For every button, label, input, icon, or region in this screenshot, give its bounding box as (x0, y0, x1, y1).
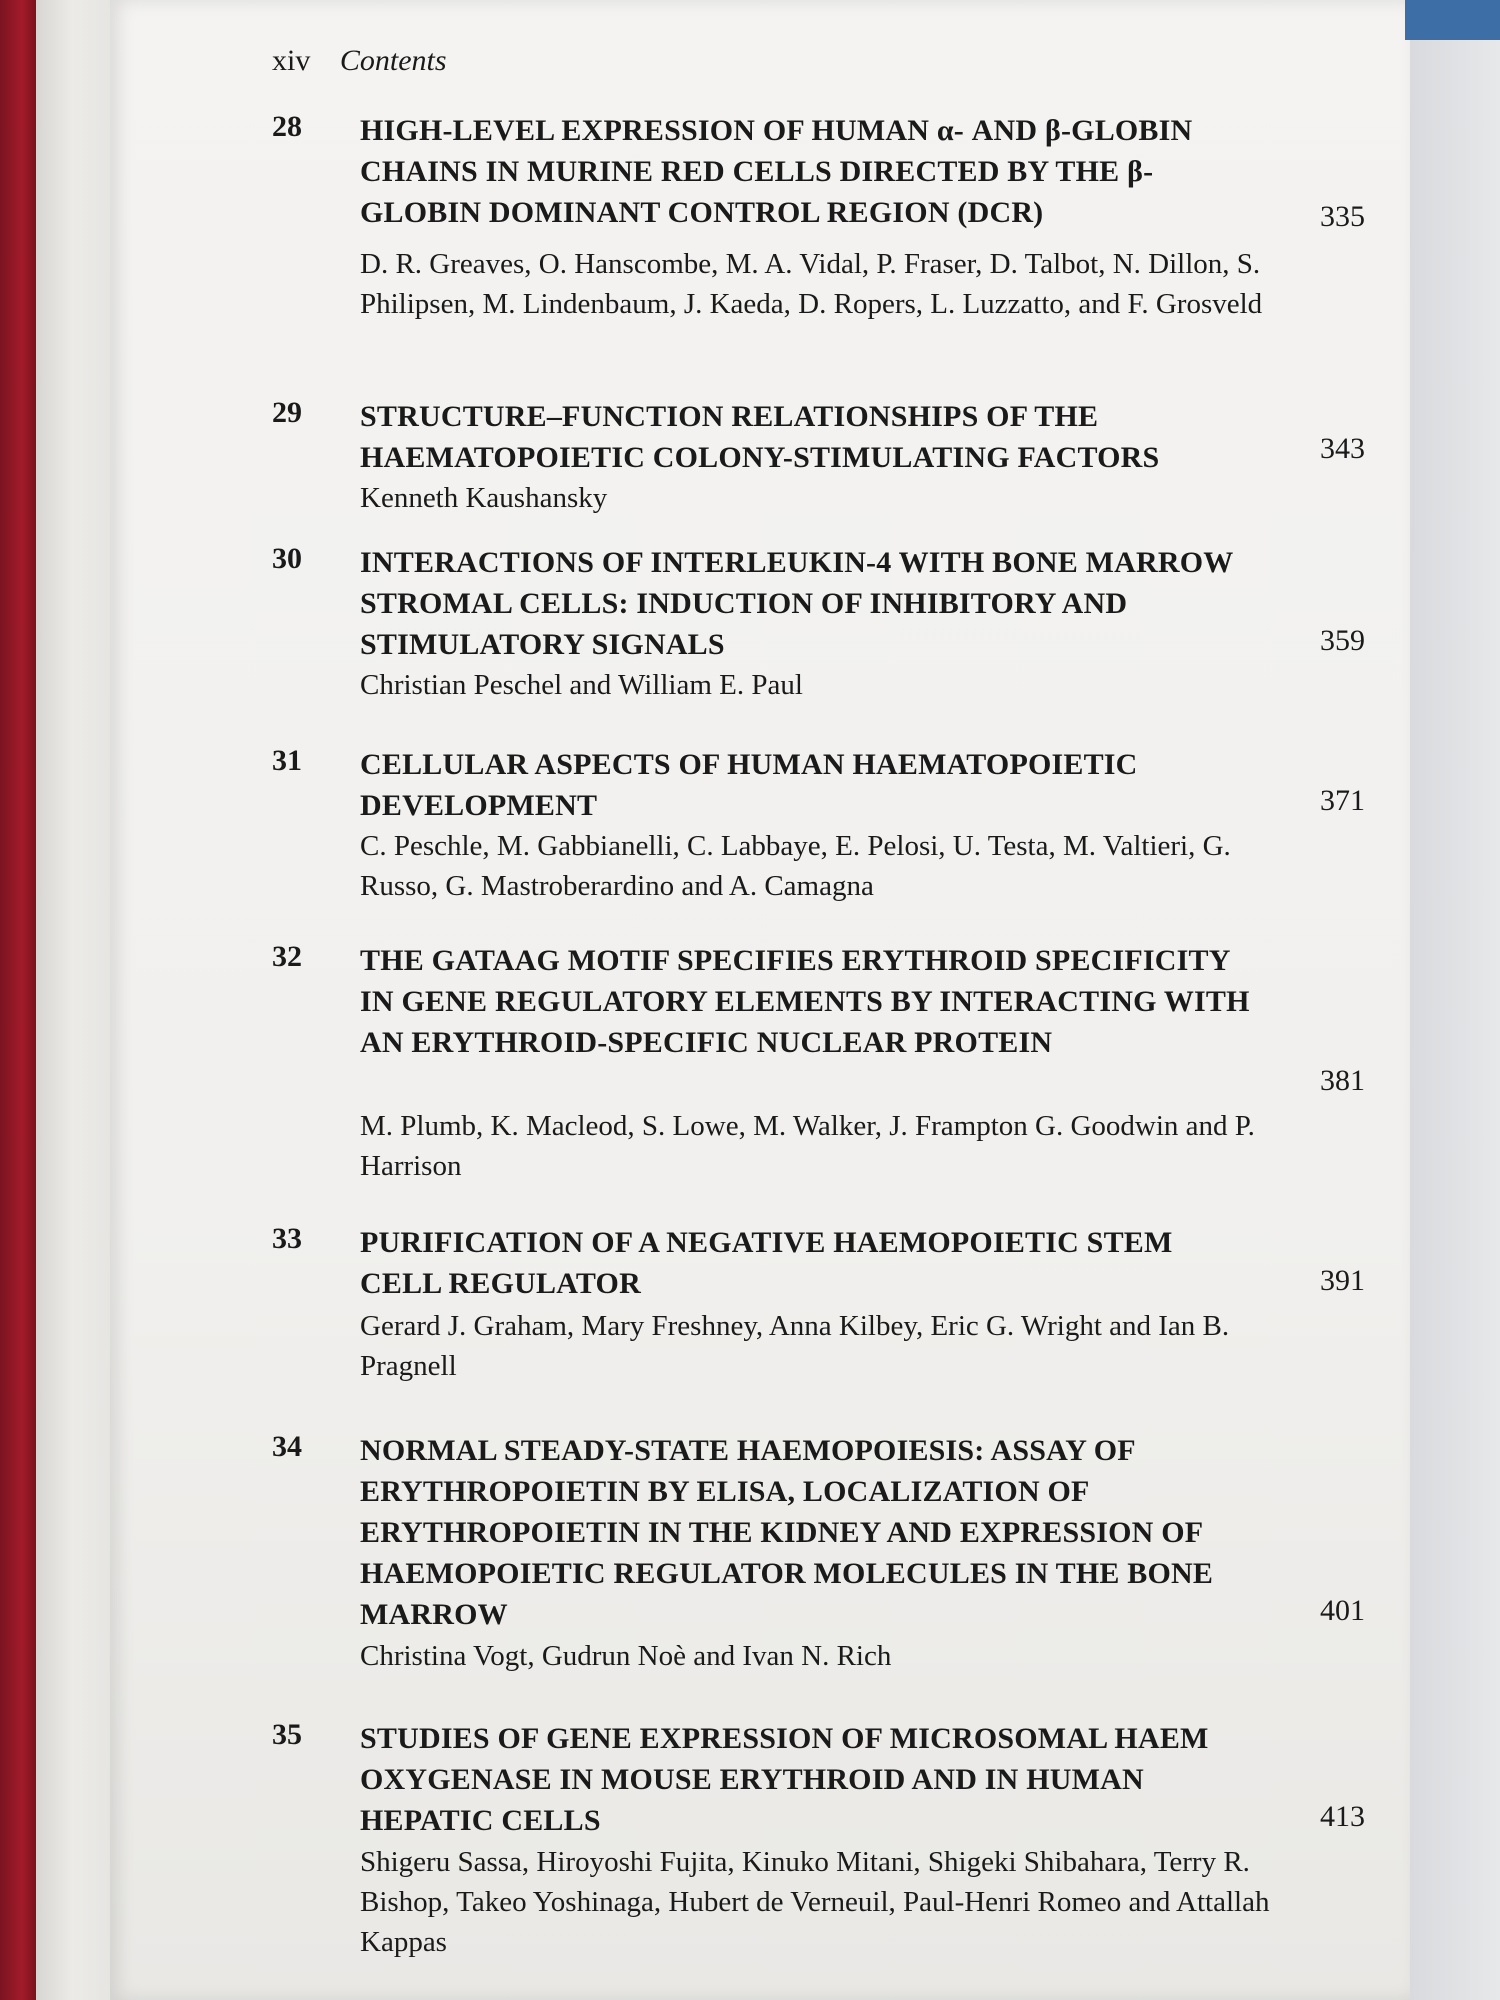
page-number: 381 (1320, 1064, 1365, 1097)
chapter-authors: Christina Vogt, Gudrun Noè and Ivan N. Rich (360, 1640, 892, 1672)
chapter-number: 32 (272, 940, 302, 973)
page-number: 335 (1320, 200, 1365, 233)
chapter-authors: C. Peschle, M. Gabbianelli, C. Labbaye, E. Pelosi, U. Testa, M. Valtieri, G. Russo, G. Mastroberardino and A. Camagna (360, 830, 1231, 902)
chapter-title: INTERACTIONS OF INTERLEUKIN-4 WITH BONE MARROW STROMAL CELLS: INDUCTION OF INHIBITORY AND STIMULATORY SIGNALS (360, 546, 1233, 661)
chapter-authors: M. Plumb, K. Macleod, S. Lowe, M. Walker, J. Frampton G. Goodwin and P. Harrison (360, 1110, 1255, 1182)
contents-page (240, 0, 1410, 2000)
page-number: 391 (1320, 1264, 1365, 1297)
chapter-number: 31 (272, 744, 302, 777)
page-number: 401 (1320, 1594, 1365, 1627)
chapter-title: NORMAL STEADY-STATE HAEMOPOIESIS: ASSAY OF ERYTHROPOIETIN BY ELISA, LOCALIZATION OF ERYTHROPOIETIN IN THE KIDNEY AND EXPRESSION OF HAEMOPOIETIC REGULATOR MOLECULES IN THE BONE MARROW (360, 1434, 1214, 1631)
background-corner (1405, 0, 1500, 40)
chapter-title: HIGH-LEVEL EXPRESSION OF HUMAN α- AND β-GLOBIN CHAINS IN MURINE RED CELLS DIRECTED BY THE β-GLOBIN DOMINANT CONTROL REGION (DCR) (360, 114, 1193, 229)
chapter-title: PURIFICATION OF A NEGATIVE HAEMOPOIETIC STEM CELL REGULATOR (360, 1226, 1173, 1300)
chapter-authors: Shigeru Sassa, Hiroyoshi Fujita, Kinuko Mitani, Shigeki Shibahara, Terry R. Bishop, Takeo Yoshinaga, Hubert de Verneuil, Paul-Henri Romeo and Attallah Kappas (360, 1846, 1270, 1958)
facing-page-edge (1410, 0, 1500, 2000)
running-title: Contents (339, 44, 447, 77)
chapter-number: 33 (272, 1222, 302, 1255)
page-number: 413 (1320, 1800, 1365, 1833)
book-cover-edge (0, 0, 40, 2000)
chapter-number: 35 (272, 1718, 302, 1751)
chapter-number: 34 (272, 1430, 302, 1463)
chapter-authors: Kenneth Kaushansky (360, 482, 608, 514)
running-head (272, 44, 447, 78)
chapter-authors: D. R. Greaves, O. Hanscombe, M. A. Vidal, P. Fraser, D. Talbot, N. Dillon, S. Philipsen, M. Lindenbaum, J. Kaeda, D. Ropers, L. Luzzatto, and F. Grosveld (360, 248, 1263, 320)
chapter-title: STRUCTURE–FUNCTION RELATIONSHIPS OF THE HAEMATOPOIETIC COLONY-STIMULATING FACTORS (360, 400, 1160, 474)
chapter-number: 29 (272, 396, 302, 429)
page-number: 343 (1320, 432, 1365, 465)
chapter-authors: Gerard J. Graham, Mary Freshney, Anna Kilbey, Eric G. Wright and Ian B. Pragnell (360, 1310, 1230, 1382)
chapter-title: THE GATAAG MOTIF SPECIFIES ERYTHROID SPECIFICITY IN GENE REGULATORY ELEMENTS BY INTERACTING WITH AN ERYTHROID-SPECIFIC NUCLEAR PROTEIN (360, 944, 1250, 1059)
page-folio: xiv (272, 44, 311, 77)
chapter-number: 28 (272, 110, 302, 143)
chapter-number: 30 (272, 542, 302, 575)
page-number: 371 (1320, 784, 1365, 817)
page-number: 359 (1320, 624, 1365, 657)
chapter-authors: Christian Peschel and William E. Paul (360, 669, 803, 701)
chapter-title: STUDIES OF GENE EXPRESSION OF MICROSOMAL HAEM OXYGENASE IN MOUSE ERYTHROID AND IN HUMAN HEPATIC CELLS (360, 1722, 1209, 1837)
chapter-title: CELLULAR ASPECTS OF HUMAN HAEMATOPOIETIC DEVELOPMENT (360, 748, 1138, 822)
